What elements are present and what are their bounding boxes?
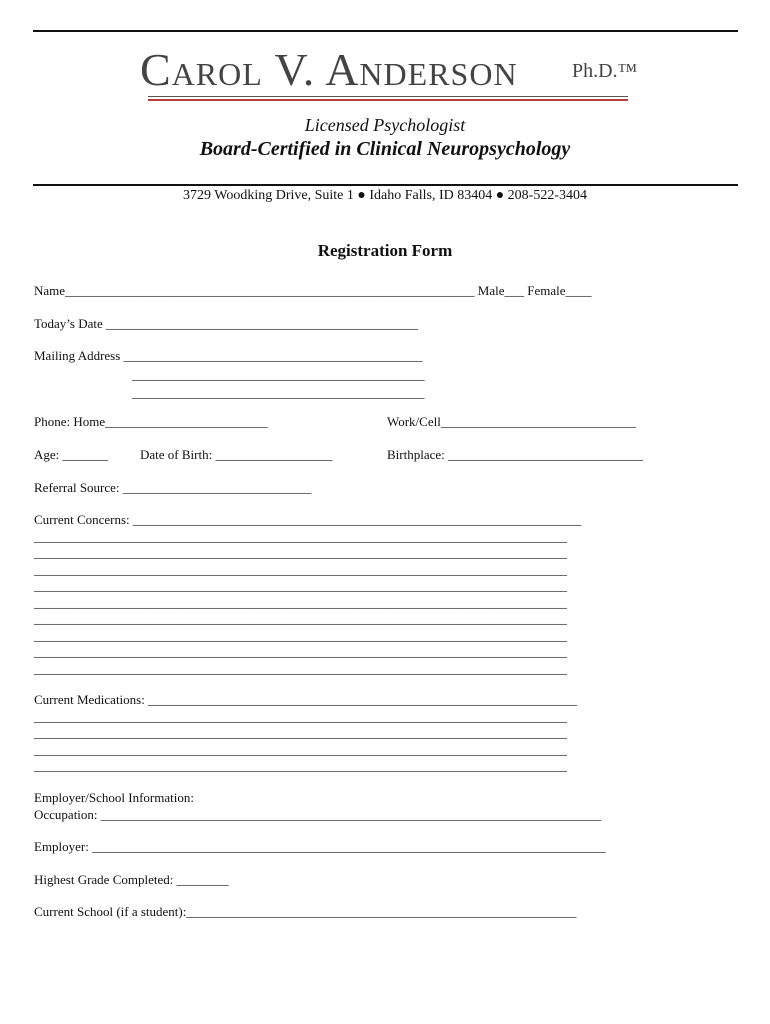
phone-work-field[interactable]: Work/Cell______________________________ (387, 414, 636, 429)
age-field[interactable]: Age: _______ (34, 447, 109, 462)
logo-name: Carol V. Anderson (140, 44, 518, 95)
employer-field[interactable]: Employer: _______________________________________________________________________________ (34, 839, 606, 854)
medications-line[interactable]: __________________________________________________________________________________ (34, 709, 567, 724)
medications-line[interactable]: __________________________________________________________________________________ (34, 742, 567, 757)
school-field[interactable]: Current School (if a student):____________________________________________________________ (34, 904, 577, 919)
top-rule (33, 30, 738, 32)
birthplace-field[interactable]: Birthplace: ______________________________ (387, 447, 644, 462)
logo-underline-gray (148, 96, 628, 97)
concerns-line[interactable]: __________________________________________________________________________________ (34, 644, 567, 659)
dob-field[interactable]: Date of Birth: __________________ (140, 447, 333, 462)
referral-field[interactable]: Referral Source: _____________________________ (34, 480, 312, 495)
mailing-address-line-2[interactable]: _____________________________________________ (132, 367, 425, 382)
concerns-line[interactable]: __________________________________________________________________________________ (34, 529, 567, 544)
logo (140, 44, 640, 102)
concerns-line[interactable]: __________________________________________________________________________________ (34, 611, 567, 626)
office-address: 3729 Woodking Drive, Suite 1 ● Idaho Falls, ID 83404 ● 208-522-3404 (183, 188, 587, 203)
certified-title: Board-Certified in Clinical Neuropsychology (199, 138, 571, 160)
concerns-line[interactable]: __________________________________________________________________________________ (34, 578, 567, 593)
logo-degree: Ph.D.™ (572, 60, 638, 82)
concerns-line[interactable]: __________________________________________________________________________________ (34, 545, 567, 560)
name-field[interactable]: Name_______________________________________________________________ Male___ Female____ (34, 283, 592, 298)
concerns-line[interactable]: __________________________________________________________________________________ (34, 661, 567, 676)
medications-line[interactable]: __________________________________________________________________________________ (34, 758, 567, 773)
mailing-address-line-3[interactable]: _____________________________________________ (132, 385, 425, 400)
concerns-line[interactable]: __________________________________________________________________________________ (34, 595, 567, 610)
medications-field[interactable]: Current Medications: __________________________________________________________________ (34, 692, 578, 707)
header-rule (33, 184, 738, 186)
logo-underline-red (148, 99, 628, 101)
occupation-field[interactable]: Occupation: _____________________________________________________________________________ (34, 807, 602, 822)
form-title: Registration Form (317, 241, 453, 260)
employer-heading: Employer/School Information: (34, 790, 194, 805)
date-field[interactable]: Today’s Date ________________________________________________ (34, 316, 419, 331)
concerns-field[interactable]: Current Concerns: _____________________________________________________________________ (34, 512, 582, 527)
concerns-line[interactable]: __________________________________________________________________________________ (34, 628, 567, 643)
concerns-line[interactable]: __________________________________________________________________________________ (34, 562, 567, 577)
grade-field[interactable]: Highest Grade Completed: ________ (34, 872, 229, 887)
licensed-title: Licensed Psychologist (304, 115, 466, 135)
mailing-address-field[interactable]: Mailing Address ______________________________________________ (34, 348, 423, 363)
phone-home-field[interactable]: Phone: Home_________________________ (34, 414, 268, 429)
medications-line[interactable]: __________________________________________________________________________________ (34, 725, 567, 740)
